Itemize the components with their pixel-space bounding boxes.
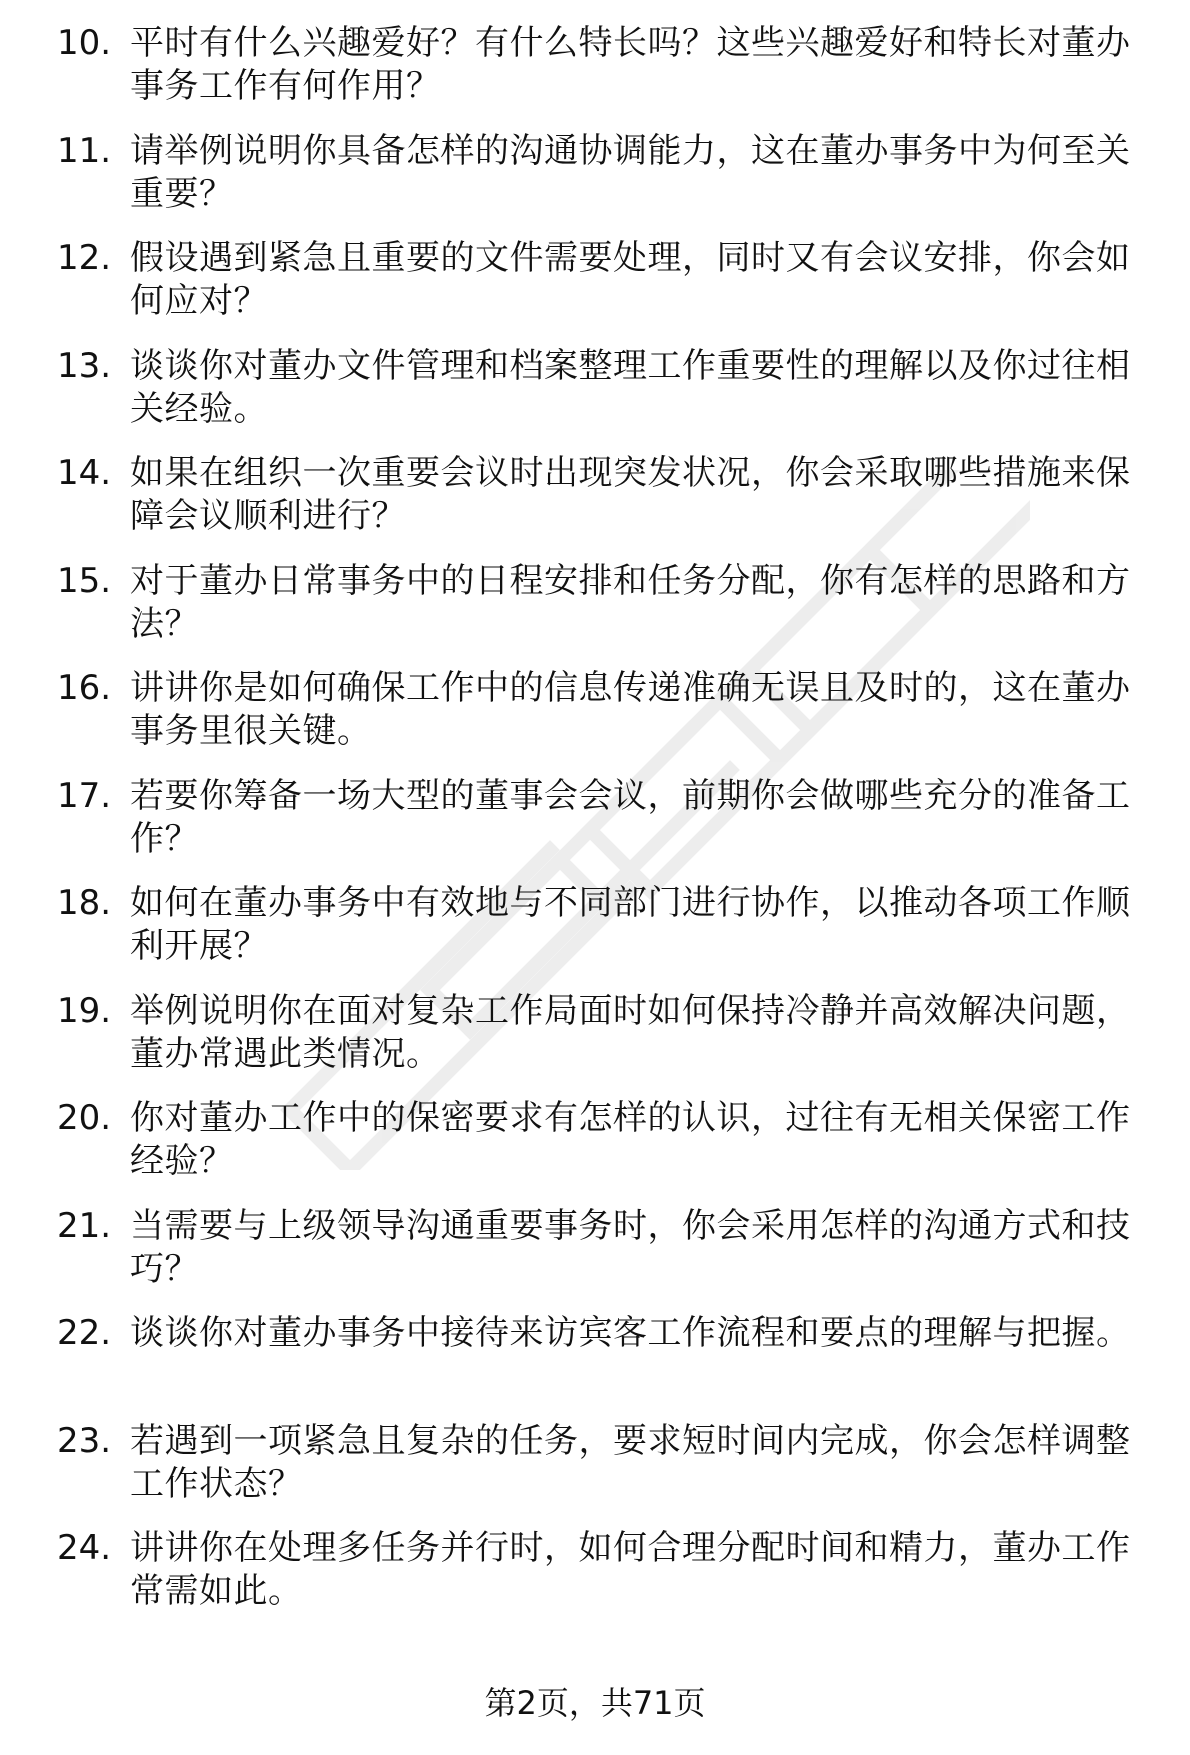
question-number: 15.: [57, 560, 112, 601]
question-text: 你对董办工作中的保密要求有怎样的认识，过往有无相关保密工作经验？: [130, 1098, 1131, 1181]
question-text: 如果在组织一次重要会议时出现突发状况，你会采取哪些措施来保障会议顺利进行？: [130, 453, 1131, 536]
question-number: 22.: [57, 1313, 112, 1353]
question-item: [0, 1312, 1190, 1420]
question-item: [0, 560, 1190, 668]
question-item: [0, 345, 1190, 453]
question-number: 23.: [57, 1420, 112, 1461]
question-text: 讲讲你是如何确保工作中的信息传递准确无误且及时的，这在董办事务里很关键。: [130, 668, 1131, 751]
question-text: 假设遇到紧急且重要的文件需要处理，同时又有会议安排，你会如何应对？: [130, 238, 1131, 321]
question-text: 讲讲你在处理多任务并行时，如何合理分配时间和精力，董办工作常需如此。: [130, 1528, 1131, 1611]
question-number: 11.: [57, 130, 112, 171]
question-list: [0, 22, 1190, 1635]
question-text: 如何在董办事务中有效地与不同部门进行协作，以推动各项工作顺利开展？: [130, 883, 1131, 966]
question-text: 若要你筹备一场大型的董事会会议，前期你会做哪些充分的准备工作？: [130, 775, 1131, 859]
question-number: 12.: [57, 238, 112, 278]
question-item: [0, 1527, 1190, 1635]
question-number: 16.: [57, 668, 112, 708]
question-number: 20.: [57, 1098, 112, 1138]
question-text: 谈谈你对董办事务中接待来访宾客工作流程和要点的理解与把握。: [130, 1313, 1131, 1353]
question-number: 14.: [57, 453, 112, 493]
question-number: 13.: [57, 345, 112, 386]
question-number: 24.: [57, 1528, 112, 1568]
question-number: 18.: [57, 883, 112, 923]
question-text: 当需要与上级领导沟通重要事务时，你会采用怎样的沟通方式和技巧？: [130, 1205, 1131, 1289]
question-item: [0, 775, 1190, 883]
question-number: 10.: [57, 23, 112, 63]
question-text: 平时有什么兴趣爱好？有什么特长吗？这些兴趣爱好和特长对董办事务工作有何作用？: [130, 23, 1131, 106]
question-item: [0, 130, 1190, 238]
question-text: 若遇到一项紧急且复杂的任务，要求短时间内完成，你会怎样调整工作状态？: [130, 1420, 1131, 1504]
question-item: [0, 667, 1190, 775]
question-text: 对于董办日常事务中的日程安排和任务分配，你有怎样的思路和方法？: [130, 560, 1131, 644]
question-number: 17.: [57, 775, 112, 816]
question-text: 举例说明你在面对复杂工作局面时如何保持冷静并高效解决问题，董办常遇此类情况。: [130, 990, 1131, 1074]
page-number-footer: 第2页，共71页: [484, 1684, 706, 1722]
question-number: 19.: [57, 990, 112, 1031]
question-number: 21.: [57, 1205, 112, 1246]
question-item: [0, 1420, 1190, 1528]
question-item: [0, 882, 1190, 990]
question-item: [0, 990, 1190, 1098]
question-text: 请举例说明你具备怎样的沟通协调能力，这在董办事务中为何至关重要？: [130, 130, 1131, 214]
question-text: 谈谈你对董办文件管理和档案整理工作重要性的理解以及你过往相关经验。: [130, 345, 1131, 429]
question-item: [0, 1205, 1190, 1313]
question-item: [0, 22, 1190, 130]
question-item: [0, 1097, 1190, 1205]
question-item: [0, 452, 1190, 560]
question-item: [0, 237, 1190, 345]
